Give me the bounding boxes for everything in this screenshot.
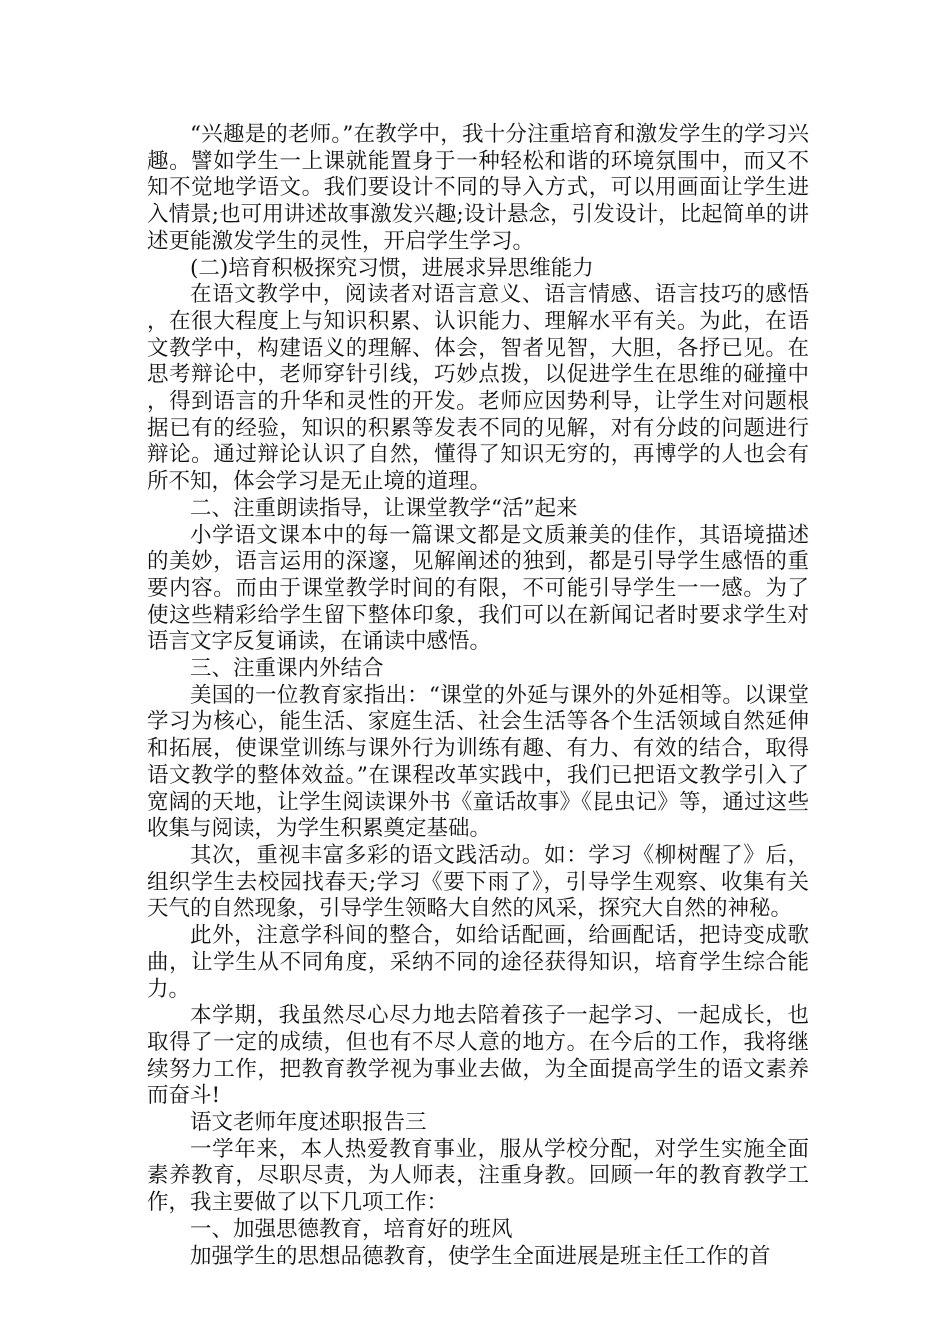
paragraph-interest: “兴趣是的老师。”在教学中，我十分注重培育和激发学生的学习兴趣。譬如学生一上课就能置身于一种轻松和谐的环境氛围中，而又不知不觉地学语文。我们要设计不同的导入方式，可以用画面让学生进入情景;也可用讲述故事激发兴趣;设计悬念，引发设计，比起简单的讲述更能激发学生的灵性，开启学生学习。 [147, 122, 809, 254]
paragraph-moral-education: 加强学生的思想品德教育，使学生全面进展是班主任工作的首 [190, 1243, 771, 1269]
paragraph-activities: 其次，重视丰富多彩的语文践活动。如：学习《柳树醒了》后，组织学生去校园找春天;学习《要下雨了》，引导学生观察、收集有关天气的自然现象，引导学生领略大自然的风采，探究大自然的神秘。 [147, 842, 809, 922]
heading-reading-guidance: 二、注重朗读指导，让课堂教学“活”起来 [190, 495, 578, 521]
paragraph-textbook: 小学语文课本中的每一篇课文都是文质兼美的佳作，其语境描述的美妙，语言运用的深邃，见解阐述的独到，都是引导学生感悟的重要内容。而由于课堂教学时间的有限，不可能引导学生一一感。为了使这些精彩给学生留下整体印象，我们可以在新闻记者时要求学生对语言文字反复诵读，在诵读中感悟。 [147, 522, 809, 655]
document-page [147, 122, 809, 1270]
heading-inside-outside-class: 三、注重课内外结合 [190, 656, 384, 682]
paragraph-language-teaching: 在语文教学中，阅读者对语言意义、语言情感、语言技巧的感悟，在很大程度上与知识积累、认识能力、理解水平有关。为此，在语文教学中，构建语义的理解、体会，智者见智，大胆，各抒已见。在思考辩论中，老师穿针引线，巧妙点拨，以促进学生在思维的碰撞中，得到语言的升华和灵性的开发。老师应因势利导，让学生对问题根据已有的经验，知识的积累等发表不同的见解，对有分歧的问题进行辩论。通过辩论认识了自然，懂得了知识无穷的，再博学的人也会有所不知，体会学习是无止境的道理。 [147, 282, 809, 495]
paragraph-year-review: 一学年来，本人热爱教育事业，服从学校分配，对学生实施全面素养教育，尽职尽责，为人师表，注重身教。回顾一年的教育教学工作，我主要做了以下几项工作： [147, 1136, 809, 1216]
heading-explore-habits: (二)培育积极探究习惯，进展求异思维能力 [190, 255, 594, 281]
heading-report-three: 语文老师年度述职报告三 [190, 1110, 427, 1136]
heading-moral-education: 一、加强思德教育，培育好的班风 [190, 1216, 513, 1242]
paragraph-integration: 此外，注意学科间的整合，如给话配画，给画配话，把诗变成歌曲，让学生从不同角度，采纳不同的途径获得知识，培育学生综合能力。 [147, 923, 809, 1002]
paragraph-educator-quote: 美国的一位教育家指出：“课堂的外延与课外的外延相等。以课堂学习为核心，能生活、家庭生活、社会生活等各个生活领域自然延伸和拓展，使课堂训练与课外行为训练有趣、有力、有效的结合，取得语文教学的整体效益。”在课程改革实践中，我们已把语文教学引入了宽阔的天地，让学生阅读课外书《童话故事》《昆虫记》等，通过这些收集与阅读，为学生积累奠定基础。 [147, 682, 809, 842]
paragraph-semester-summary: 本学期，我虽然尽心尽力地去陪着孩子一起学习、一起成长，也取得了一定的成绩，但也有不尽人意的地方。在今后的工作，我将继续努力工作，把教育教学视为事业去做，为全面提高学生的语文素养而奋斗! [147, 1003, 809, 1109]
